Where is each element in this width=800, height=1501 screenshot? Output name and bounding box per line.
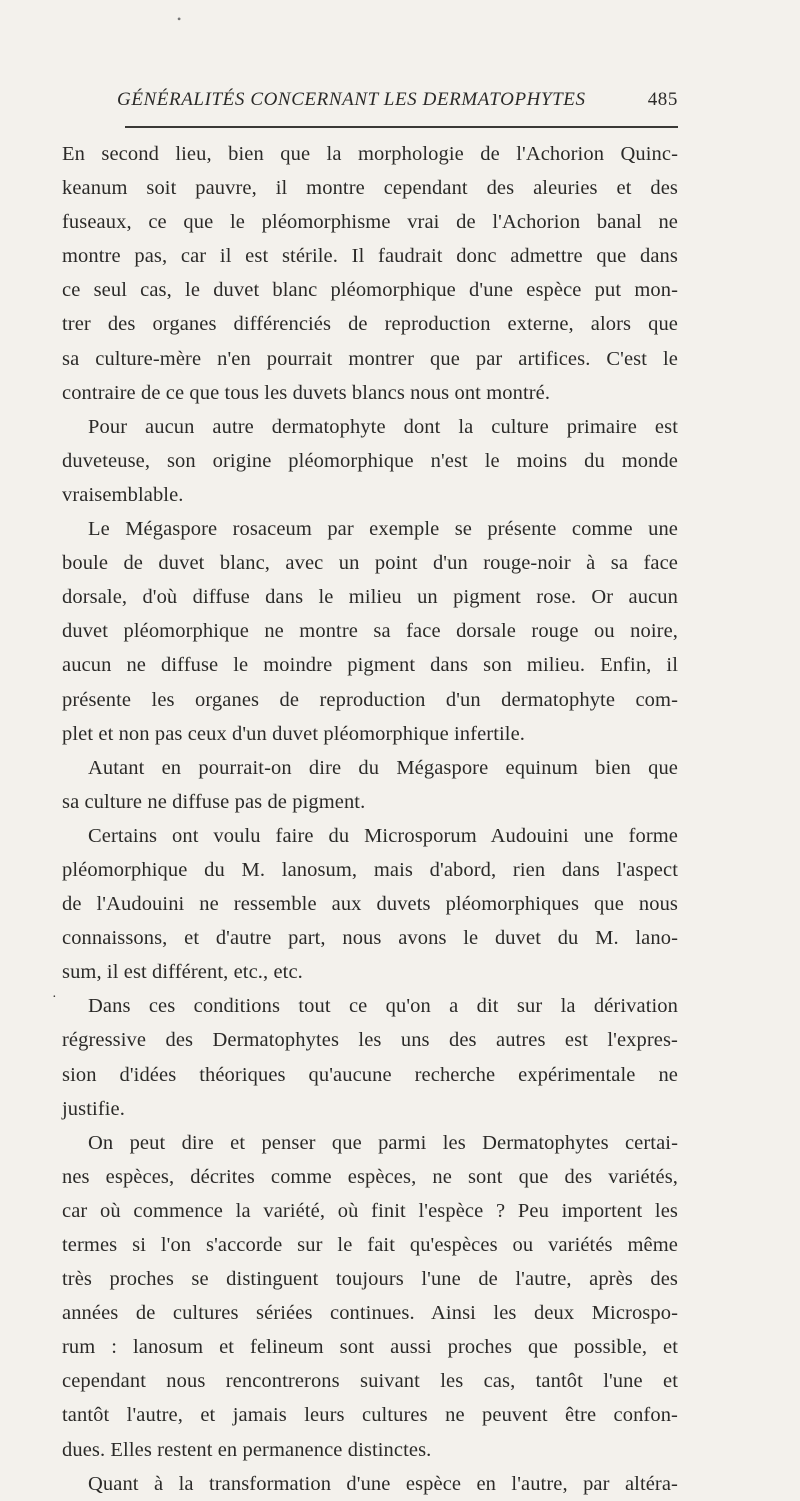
text-line: régressive des Dermatophytes les uns des autres est l'expres- [62, 1029, 678, 1052]
page-speck: • [177, 12, 182, 26]
header-rule [125, 126, 678, 128]
page-number: 485 [647, 89, 678, 110]
text-line: car où commence la variété, où finit l'espèce ? Peu importent les [62, 1199, 678, 1222]
text-line: Autant en pourrait-on dire du Mégaspore equinum bien que [88, 756, 678, 779]
text-line: En second lieu, bien que la morphologie de l'Achorion Quinc- [62, 143, 678, 165]
text-line: plet et non pas ceux d'un duvet pléomorphique infertile. [62, 722, 526, 745]
text-line: dorsale, d'où diffuse dans le milieu un pigment rose. Or aucun [62, 586, 678, 609]
text-line: duveteuse, son origine pléomorphique n'est le moins du monde [62, 449, 678, 472]
text-line: montre pas, car il est stérile. Il faudrait donc admettre que dans [62, 245, 678, 268]
text-line: nes espèces, décrites comme espèces, ne sont que des variétés, [62, 1165, 678, 1188]
text-line: années de cultures sériées continues. Ainsi les deux Microspo- [62, 1302, 678, 1325]
text-line: fuseaux, ce que le pléomorphisme vrai de l'Achorion banal ne [62, 211, 678, 234]
text-line: justifie. [62, 1097, 125, 1120]
text-line: Le Mégaspore rosaceum par exemple se présente comme une [88, 518, 678, 541]
text-line: sum, il est différent, etc., etc. [62, 961, 303, 984]
text-line: dues. Elles restent en permanence distinctes. [62, 1438, 432, 1461]
text-line: tantôt l'autre, et jamais leurs cultures ne peuvent être confon- [62, 1404, 678, 1427]
body-text [62, 137, 678, 1501]
text-line: Certains ont voulu faire du Microsporum Audouini une forme [88, 824, 678, 847]
text-line: On peut dire et penser que parmi les Dermatophytes certai- [88, 1131, 678, 1154]
text-line: présente les organes de reproduction d'un dermatophyte com- [62, 688, 678, 711]
text-line: Pour aucun autre dermatophyte dont la culture primaire est [88, 415, 678, 438]
text-line: sion d'idées théoriques qu'aucune recherche expérimentale ne [62, 1063, 678, 1086]
text-line: duvet pléomorphique ne montre sa face dorsale rouge ou noire, [62, 620, 678, 643]
text-line: sa culture ne diffuse pas de pigment. [62, 790, 366, 813]
text-line: Dans ces conditions tout ce qu'on a dit sur la dérivation [88, 995, 678, 1018]
margin-speck: · [52, 990, 57, 1005]
text-line: connaissons, et d'autre part, nous avons le duvet du M. lano- [62, 927, 678, 950]
text-line: cependant nous rencontrerons suivant les cas, tantôt l'une et [62, 1370, 678, 1393]
text-line: contraire de ce que tous les duvets blancs nous ont montré. [62, 381, 551, 404]
text-line: trer des organes différenciés de reproduction externe, alors que [62, 313, 678, 336]
text-line: très proches se distinguent toujours l'une de l'autre, après des [62, 1268, 678, 1291]
text-line: ce seul cas, le duvet blanc pléomorphique d'une espèce put mon- [62, 279, 678, 302]
text-line: keanum soit pauvre, il montre cependant des aleuries et des [62, 177, 678, 200]
text-line: boule de duvet blanc, avec un point d'un rouge-noir à sa face [62, 552, 678, 575]
text-line: pléomorphique du M. lanosum, mais d'abord, rien dans l'aspect [62, 858, 678, 881]
header-title: GÉNÉRALITÉS CONCERNANT LES DERMATOPHYTES [117, 89, 586, 110]
text-line: rum : lanosum et felineum sont aussi proches que possible, et [62, 1336, 678, 1359]
text-line: sa culture-mère n'en pourrait montrer que par artifices. C'est le [62, 347, 678, 370]
text-line: vraisemblable. [62, 483, 184, 506]
text-line: termes si l'on s'accorde sur le fait qu'espèces ou variétés même [62, 1234, 678, 1256]
text-line: aucun ne diffuse le moindre pigment dans son milieu. Enfin, il [62, 654, 678, 677]
text-line: Quant à la transformation d'une espèce en l'autre, par altéra- [88, 1472, 678, 1495]
text-line: de l'Audouini ne ressemble aux duvets pléomorphiques que nous [62, 893, 678, 916]
